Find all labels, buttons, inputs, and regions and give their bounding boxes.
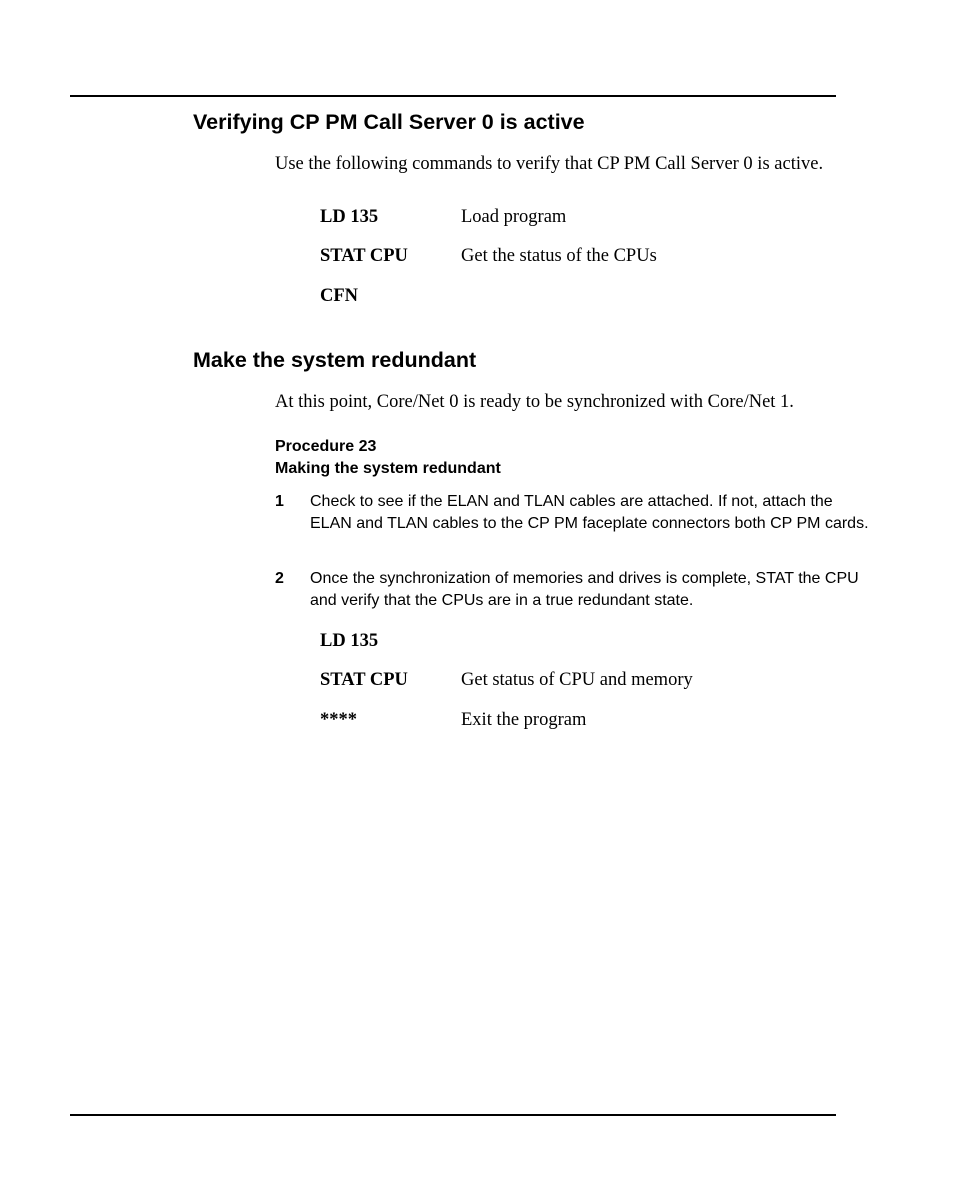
redundant-intro-text: At this point, Core/Net 0 is ready to be synchronized with Core/Net 1. (275, 392, 794, 412)
command-description: Exit the program (461, 710, 587, 730)
command-name: LD 135 (320, 207, 379, 227)
command-description: Load program (461, 207, 567, 227)
command-name: STAT CPU (320, 246, 408, 266)
bottom-rule (70, 1114, 836, 1116)
procedure-step (275, 568, 875, 612)
command-description: Get status of CPU and memory (461, 670, 693, 690)
command-name: **** (320, 710, 357, 730)
command-description: Get the status of the CPUs (461, 246, 657, 266)
step-number: 1 (275, 493, 284, 510)
step-text: Check to see if the ELAN and TLAN cables are attached. If not, attach the ELAN and TLAN cables to the CP PM faceplate connectors both CP PM cards. (310, 493, 869, 532)
step-text: Once the synchronization of memories and drives is complete, STAT the CPU and verify that the CPUs are in a true redundant state. (310, 570, 859, 609)
command-name: STAT CPU (320, 670, 408, 690)
verify-intro-text: Use the following commands to verify that CP PM Call Server 0 is active. (275, 154, 824, 174)
procedure-title: Making the system redundant (275, 460, 501, 477)
section-heading-redundant: Make the system redundant (193, 348, 477, 372)
command-name: LD 135 (320, 631, 379, 651)
procedure-number: Procedure 23 (275, 438, 377, 455)
procedure-step (275, 491, 875, 535)
top-rule (70, 95, 836, 97)
section-heading-verify: Verifying CP PM Call Server 0 is active (193, 110, 585, 134)
command-name: CFN (320, 286, 359, 306)
step-number: 2 (275, 570, 284, 587)
